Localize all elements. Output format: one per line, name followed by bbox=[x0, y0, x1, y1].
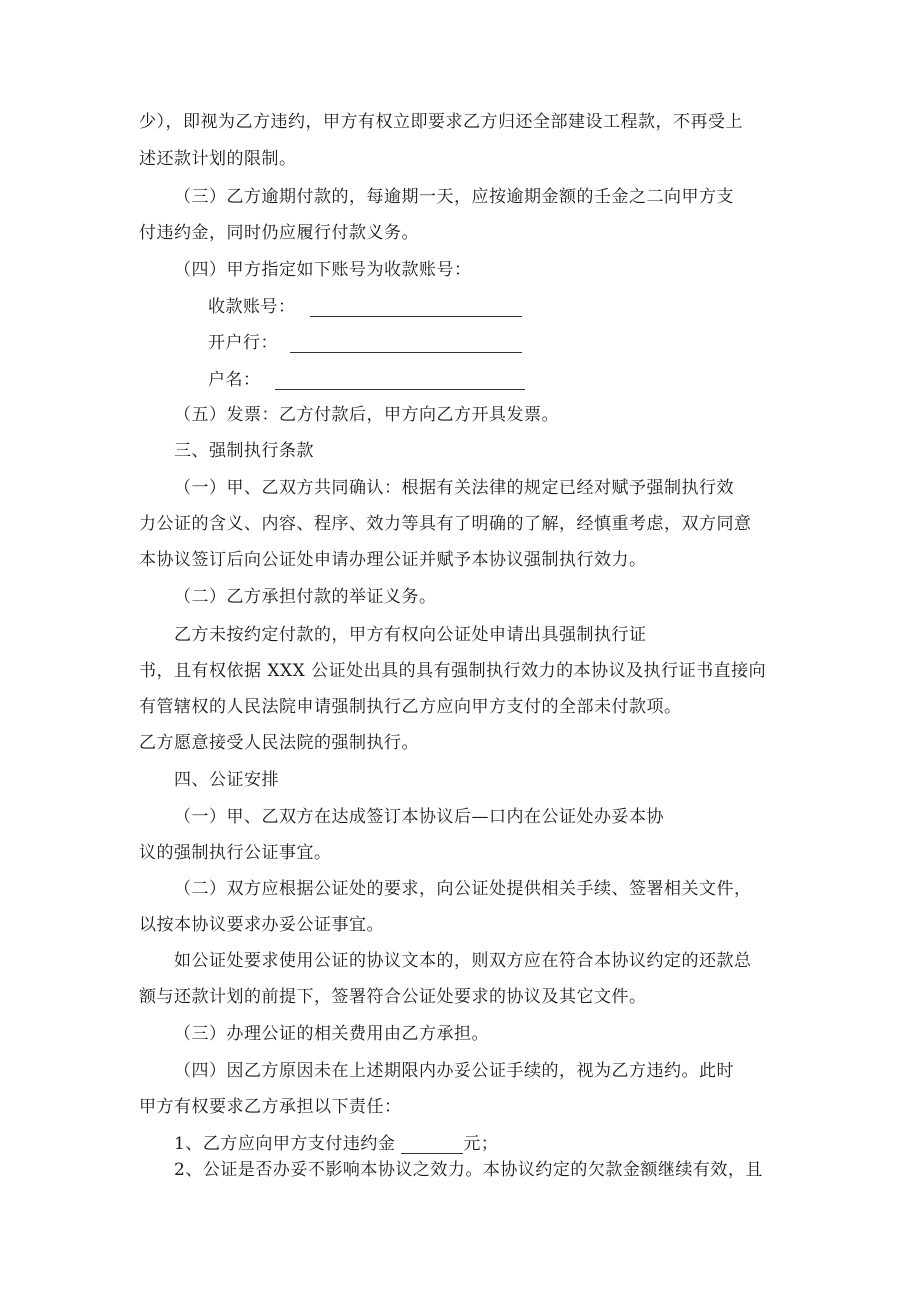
account-number-label: 收款账号： bbox=[208, 297, 296, 317]
penalty-prefix: 1、乙方应向甲方支付违约金 bbox=[174, 1134, 396, 1154]
text-line: 力公证的含义、内容、程序、效力等具有了明确的了解，经慎重考虑，双方同意 bbox=[139, 514, 752, 534]
text-line: （三）乙方逾期付款的，每逾期一天，应按逾期金额的壬金之二向甲方支 bbox=[174, 187, 734, 207]
account-number-blank bbox=[310, 298, 522, 317]
text-line: （二）双方应根据公证处的要求，向公证处提供相关手续、签署相关文件， bbox=[174, 879, 752, 899]
text-line: 甲方有权要求乙方承担以下责任： bbox=[139, 1097, 402, 1117]
text-line: 述还款计划的限制。 bbox=[139, 149, 297, 169]
account-name-field bbox=[208, 370, 525, 390]
text-line: （四）甲方指定如下账号为收款账号： bbox=[174, 260, 472, 280]
account-name-label: 户名： bbox=[208, 370, 261, 390]
penalty-amount-blank bbox=[401, 1135, 463, 1154]
text-line: （一）甲、乙双方共同确认：根据有关法律的规定已经对赋予强制执行效 bbox=[174, 478, 734, 498]
text-line: 少），即视为乙方违约，甲方有权立即要求乙方归还全部建设工程款，不再受上 bbox=[139, 112, 743, 132]
penalty-suffix: 元； bbox=[463, 1134, 499, 1154]
text-line: 议的强制执行公证事宜。 bbox=[139, 843, 332, 863]
text-line: 乙方愿意接受人民法院的强制执行。 bbox=[139, 733, 419, 753]
text-line: 书，且有权依据 XXX 公证处出具的具有强制执行效力的本协议及执行证书直接向 bbox=[139, 661, 767, 681]
text-line: 本协议签订后向公证处申请办理公证并赋予本协议强制执行效力。 bbox=[139, 550, 647, 570]
text-line: （四）因乙方原因未在上述期限内办妥公证手续的，视为乙方违约。此时 bbox=[174, 1061, 734, 1081]
account-name-blank bbox=[275, 371, 525, 390]
account-number-field bbox=[208, 297, 522, 317]
penalty-line bbox=[174, 1134, 498, 1154]
text-line: 付违约金，同时仍应履行付款义务。 bbox=[139, 223, 419, 243]
text-line: （三）办理公证的相关费用由乙方承担。 bbox=[174, 1024, 489, 1044]
text-line: （一）甲、乙双方在达成签订本协议后—口内在公证处办妥本协 bbox=[174, 807, 664, 827]
bank-blank bbox=[290, 334, 522, 353]
bank-label: 开户行： bbox=[208, 333, 278, 353]
section-heading: 三、强制执行条款 bbox=[174, 441, 314, 461]
bank-field bbox=[208, 333, 522, 353]
text-line: （二）乙方承担付款的举证义务。 bbox=[174, 587, 437, 607]
section-heading: 四、公证安排 bbox=[174, 770, 279, 790]
text-line: 额与还款计划的前提下，签署符合公证处要求的协议及其它文件。 bbox=[139, 987, 647, 1007]
text-line: （五）发票：乙方付款后，甲方向乙方开具发票。 bbox=[174, 405, 559, 425]
text-line: 2、公证是否办妥不影响本协议之效力。本协议约定的欠款金额继续有效，且 bbox=[174, 1160, 763, 1180]
text-line: 乙方未按约定付款的，甲方有权向公证处申请出具强制执行证 bbox=[174, 625, 647, 645]
text-line: 有管辖权的人民法院申请强制执行乙方应向甲方支付的全部未付款项。 bbox=[139, 697, 682, 717]
text-line: 以按本协议要求办妥公证事宜。 bbox=[139, 915, 384, 935]
text-line: 如公证处要求使用公证的协议文本的，则双方应在符合本协议约定的还款总 bbox=[174, 951, 752, 971]
